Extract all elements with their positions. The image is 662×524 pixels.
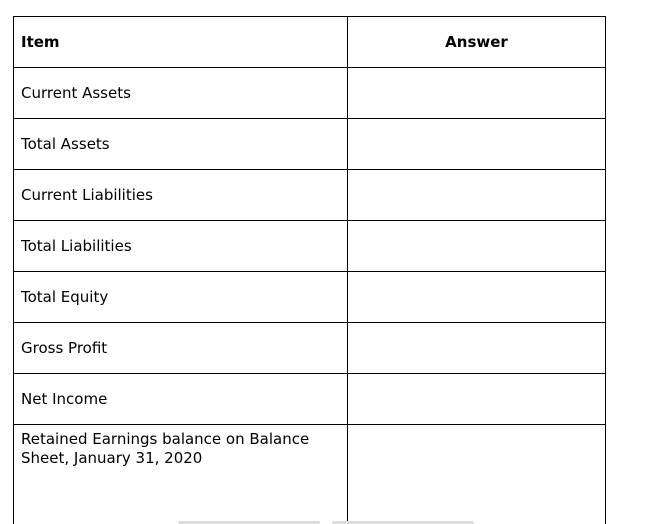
answer-cell[interactable] [348,272,606,323]
answer-cell[interactable] [348,119,606,170]
item-cell: Current Liabilities [14,170,348,221]
table-row [14,425,606,524]
answer-cell[interactable] [348,425,606,524]
answer-cell[interactable] [348,374,606,425]
answer-cell[interactable] [348,170,606,221]
item-cell: Total Equity [14,272,348,323]
table-row [14,323,606,374]
item-column-header: Item [14,17,348,68]
answer-table [13,16,606,524]
answer-cell[interactable] [348,68,606,119]
item-cell: Current Assets [14,68,348,119]
table-row [14,119,606,170]
answer-cell[interactable] [348,323,606,374]
item-cell: Net Income [14,374,348,425]
table-row [14,374,606,425]
item-cell: Total Assets [14,119,348,170]
item-cell: Gross Profit [14,323,348,374]
table-header-row [14,17,606,68]
table-row [14,272,606,323]
item-cell: Retained Earnings balance on Balance Sheet, January 31, 2020 [14,425,348,524]
table-row [14,68,606,119]
table-row [14,170,606,221]
item-cell: Total Liabilities [14,221,348,272]
table-row [14,221,606,272]
answer-column-header: Answer [348,17,606,68]
answer-cell[interactable] [348,221,606,272]
